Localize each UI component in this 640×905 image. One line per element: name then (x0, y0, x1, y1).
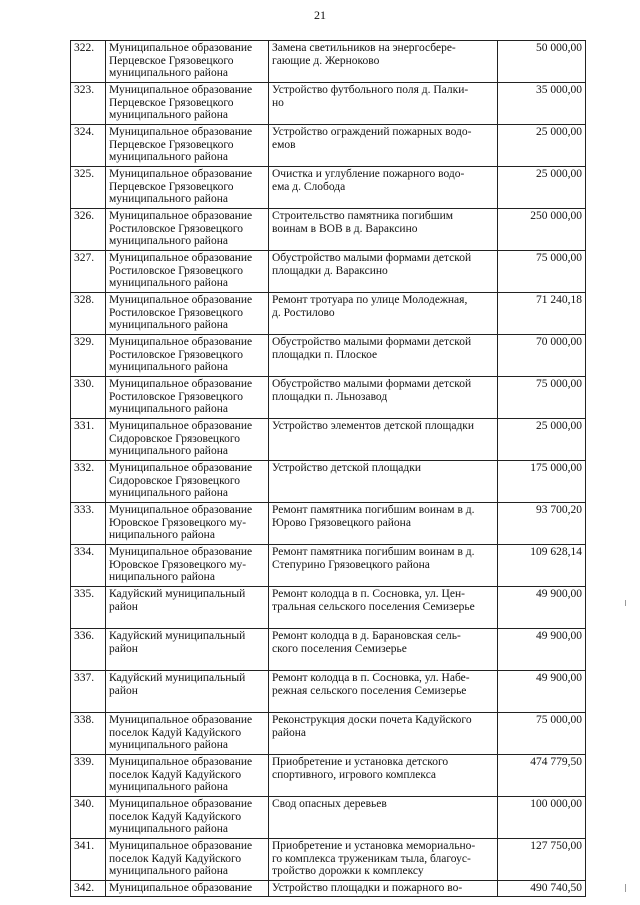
municipality-line: Ростиловское Грязовецкого (109, 264, 244, 277)
municipality-line: Муниципальное образование (109, 252, 253, 264)
row-number: 326. (71, 209, 106, 251)
description-line: Обустройство малыми формами детской (272, 336, 472, 348)
municipality-line: муниципального района (109, 403, 228, 415)
municipality-line: Ростиловское Грязовецкого (109, 306, 244, 319)
table-row (71, 839, 586, 881)
table-row (71, 461, 586, 503)
description-line: Замена светильников на энергосбере- (272, 42, 456, 54)
row-number: 332. (71, 461, 106, 503)
row-number: 327. (71, 251, 106, 293)
municipality-line: Муниципальное образование (109, 882, 253, 894)
description-line: площадки п. Плоское (272, 348, 378, 361)
description-cell (269, 587, 498, 629)
row-number: 335. (71, 587, 106, 629)
description-line: Ремонт тротуара по улице Молодежная, (272, 294, 468, 306)
municipality-cell (106, 755, 269, 797)
description-cell (269, 377, 498, 419)
description-line: района (272, 726, 307, 739)
municipality-line: муниципального района (109, 319, 228, 331)
description-cell (269, 125, 498, 167)
row-number: 333. (71, 503, 106, 545)
description-line: но (272, 96, 284, 109)
amount-cell: 49 900,00 (498, 587, 586, 629)
municipality-line: Муниципальное образование (109, 126, 253, 138)
amount-cell: 127 750,00 (498, 839, 586, 881)
table-row (71, 83, 586, 125)
description-line: воинам в ВОВ в д. Вараксино (272, 222, 418, 235)
row-number: 323. (71, 83, 106, 125)
description-cell (269, 629, 498, 671)
description-cell (269, 503, 498, 545)
municipality-line: муниципального района (109, 109, 228, 121)
description-cell (269, 797, 498, 839)
description-line: емов (272, 138, 296, 151)
table-row (71, 671, 586, 713)
municipality-line: Муниципальное образование (109, 546, 253, 558)
amount-cell: 70 000,00 (498, 335, 586, 377)
amount-cell: 25 000,00 (498, 125, 586, 167)
municipality-cell (106, 671, 269, 713)
table-row (71, 755, 586, 797)
municipality-line: Муниципальное образование (109, 42, 253, 54)
description-line: режная сельского поселения Семизерье (272, 684, 467, 697)
amount-cell: 250 000,00 (498, 209, 586, 251)
municipality-line: поселок Кадуй Кадуйского (109, 852, 242, 865)
amount-cell: 75 000,00 (498, 251, 586, 293)
description-cell (269, 335, 498, 377)
description-line: Обустройство малыми формами детской (272, 378, 472, 390)
description-line: ема д. Слобода (272, 180, 346, 193)
funding-table-body (71, 41, 586, 897)
description-cell (269, 839, 498, 881)
description-cell (269, 671, 498, 713)
municipality-line: Ростиловское Грязовецкого (109, 222, 244, 235)
description-cell (269, 209, 498, 251)
municipality-line: Перцевское Грязовецкого (109, 96, 234, 109)
municipality-line: муниципального района (109, 67, 228, 79)
row-number: 334. (71, 545, 106, 587)
row-number: 340. (71, 797, 106, 839)
description-line: Обустройство малыми формами детской (272, 252, 472, 264)
description-line: Устройство футбольного поля д. Палки- (272, 84, 469, 96)
municipality-line: Ростиловское Грязовецкого (109, 348, 244, 361)
description-cell (269, 545, 498, 587)
row-number: 329. (71, 335, 106, 377)
page-number: 21 (314, 8, 326, 22)
description-line: гающие д. Жерноково (272, 54, 380, 67)
scan-mark (625, 600, 626, 606)
description-line: Очистка и углубление пожарного водо- (272, 168, 465, 180)
municipality-line: муниципального района (109, 487, 228, 499)
municipality-line: район (109, 684, 138, 697)
municipality-line: Муниципальное образование (109, 336, 253, 348)
row-number: 337. (71, 671, 106, 713)
amount-cell: 25 000,00 (498, 167, 586, 209)
municipality-line: поселок Кадуй Кадуйского (109, 726, 242, 739)
description-cell (269, 881, 498, 897)
municipality-line: муниципального района (109, 277, 228, 289)
table-row (71, 125, 586, 167)
description-line: тройство дорожки к комплексу (272, 865, 424, 877)
description-line: Ремонт колодца в д. Барановская сель- (272, 630, 461, 642)
municipality-line: Муниципальное образование (109, 84, 253, 96)
municipality-line: муниципального района (109, 151, 228, 163)
municipality-line: Юровское Грязовецкого му- (109, 558, 247, 571)
table-row (71, 167, 586, 209)
table-row (71, 377, 586, 419)
amount-cell: 25 000,00 (498, 419, 586, 461)
description-line: Ремонт памятника погибшим воинам в д. (272, 504, 475, 516)
municipality-line: Кадуйский муниципальный (109, 630, 246, 642)
description-line: Приобретение и установка мемориально- (272, 840, 476, 852)
amount-cell: 175 000,00 (498, 461, 586, 503)
municipality-line: Муниципальное образование (109, 798, 253, 810)
municipality-line: Муниципальное образование (109, 840, 253, 852)
description-line: Строительство памятника погибшим (272, 210, 454, 222)
row-number: 325. (71, 167, 106, 209)
municipality-line: Муниципальное образование (109, 168, 253, 180)
description-line: площадки п. Льнозавод (272, 390, 388, 403)
description-line: площадки д. Вараксино (272, 264, 388, 277)
municipality-line: Перцевское Грязовецкого (109, 54, 234, 67)
description-line: го комплекса труженикам тыла, благоус- (272, 852, 471, 865)
municipality-cell (106, 293, 269, 335)
description-cell (269, 41, 498, 83)
municipality-cell (106, 83, 269, 125)
row-number: 336. (71, 629, 106, 671)
amount-cell: 109 628,14 (498, 545, 586, 587)
municipality-cell (106, 419, 269, 461)
description-line: Устройство детской площадки (272, 462, 421, 474)
description-cell (269, 419, 498, 461)
municipality-line: муниципального района (109, 193, 228, 205)
row-number: 330. (71, 377, 106, 419)
description-line: Приобретение и установка детского (272, 756, 449, 768)
table-row (71, 587, 586, 629)
description-line: Степурино Грязовецкого района (272, 558, 430, 571)
municipality-line: муниципального района (109, 235, 228, 247)
amount-cell: 93 700,20 (498, 503, 586, 545)
municipality-line: поселок Кадуй Кадуйского (109, 810, 242, 823)
municipality-line: Юровское Грязовецкого му- (109, 516, 247, 529)
row-number: 339. (71, 755, 106, 797)
amount-cell: 474 779,50 (498, 755, 586, 797)
municipality-cell (106, 377, 269, 419)
row-number: 341. (71, 839, 106, 881)
municipality-line: Сидоровское Грязовецкого (109, 432, 241, 445)
description-line: тральная сельского поселения Семизерье (272, 600, 475, 613)
amount-cell: 75 000,00 (498, 377, 586, 419)
municipality-line: Муниципальное образование (109, 756, 253, 768)
municipality-cell (106, 335, 269, 377)
amount-cell: 100 000,00 (498, 797, 586, 839)
municipality-line: Сидоровское Грязовецкого (109, 474, 241, 487)
table-row (71, 629, 586, 671)
municipality-line: Муниципальное образование (109, 420, 253, 432)
municipality-line: Муниципальное образование (109, 462, 253, 474)
description-line: Ремонт колодца в п. Сосновка, ул. Набе- (272, 672, 470, 684)
amount-cell: 71 240,18 (498, 293, 586, 335)
amount-cell: 50 000,00 (498, 41, 586, 83)
description-line: д. Ростилово (272, 306, 335, 319)
municipality-cell (106, 503, 269, 545)
municipality-line: Кадуйский муниципальный (109, 588, 246, 600)
municipality-line: Кадуйский муниципальный (109, 672, 246, 684)
funding-table (70, 40, 586, 897)
table-row (71, 545, 586, 587)
municipality-line: Муниципальное образование (109, 504, 253, 516)
table-row (71, 503, 586, 545)
municipality-cell (106, 125, 269, 167)
row-number: 338. (71, 713, 106, 755)
description-line: спортивного, игрового комплекса (272, 768, 437, 781)
description-line: Устройство площадки и пожарного во- (272, 882, 463, 894)
municipality-cell (106, 797, 269, 839)
description-cell (269, 83, 498, 125)
row-number: 322. (71, 41, 106, 83)
amount-cell: 490 740,50 (498, 881, 586, 897)
municipality-line: ниципального района (109, 529, 215, 541)
row-number: 342. (71, 881, 106, 897)
description-line: Ремонт памятника погибшим воинам в д. (272, 546, 475, 558)
table-row (71, 881, 586, 897)
municipality-cell (106, 881, 269, 897)
table-row (71, 797, 586, 839)
description-line: Юрово Грязовецкого района (272, 516, 411, 529)
table-row (71, 209, 586, 251)
amount-cell: 75 000,00 (498, 713, 586, 755)
table-row (71, 41, 586, 83)
municipality-line: поселок Кадуй Кадуйского (109, 768, 242, 781)
row-number: 331. (71, 419, 106, 461)
description-line: Свод опасных деревьев (272, 798, 387, 810)
municipality-line: ниципального района (109, 571, 215, 583)
amount-cell: 49 900,00 (498, 671, 586, 713)
municipality-line: Муниципальное образование (109, 210, 253, 222)
description-line: Ремонт колодца в п. Сосновка, ул. Цен- (272, 588, 465, 600)
description-cell (269, 251, 498, 293)
municipality-cell (106, 251, 269, 293)
municipality-cell (106, 545, 269, 587)
description-line: Устройство ограждений пожарных водо- (272, 126, 472, 138)
table-row (71, 251, 586, 293)
municipality-line: Муниципальное образование (109, 378, 253, 390)
table-row (71, 713, 586, 755)
municipality-line: муниципального района (109, 445, 228, 457)
municipality-line: район (109, 600, 138, 613)
municipality-line: муниципального района (109, 739, 228, 751)
table-row (71, 293, 586, 335)
municipality-line: муниципального района (109, 781, 228, 793)
municipality-cell (106, 629, 269, 671)
description-cell (269, 167, 498, 209)
description-cell (269, 461, 498, 503)
description-cell (269, 713, 498, 755)
municipality-cell (106, 587, 269, 629)
municipality-line: район (109, 642, 138, 655)
municipality-line: Перцевское Грязовецкого (109, 138, 234, 151)
amount-cell: 35 000,00 (498, 83, 586, 125)
municipality-line: муниципального района (109, 865, 228, 877)
scan-mark (625, 884, 626, 892)
municipality-line: Ростиловское Грязовецкого (109, 390, 244, 403)
municipality-cell (106, 167, 269, 209)
municipality-line: муниципального района (109, 361, 228, 373)
description-cell (269, 293, 498, 335)
municipality-line: Муниципальное образование (109, 714, 253, 726)
municipality-cell (106, 713, 269, 755)
description-line: Устройство элементов детской площадки (272, 420, 475, 432)
description-cell (269, 755, 498, 797)
row-number: 328. (71, 293, 106, 335)
municipality-cell (106, 41, 269, 83)
municipality-cell (106, 461, 269, 503)
municipality-line: Перцевское Грязовецкого (109, 180, 234, 193)
municipality-cell (106, 839, 269, 881)
row-number: 324. (71, 125, 106, 167)
municipality-line: муниципального района (109, 823, 228, 835)
amount-cell: 49 900,00 (498, 629, 586, 671)
municipality-cell (106, 209, 269, 251)
table-row (71, 419, 586, 461)
table-row (71, 335, 586, 377)
description-line: ского поселения Семизерье (272, 642, 407, 655)
municipality-line: Муниципальное образование (109, 294, 253, 306)
description-line: Реконструкция доски почета Кадуйского (272, 714, 472, 726)
